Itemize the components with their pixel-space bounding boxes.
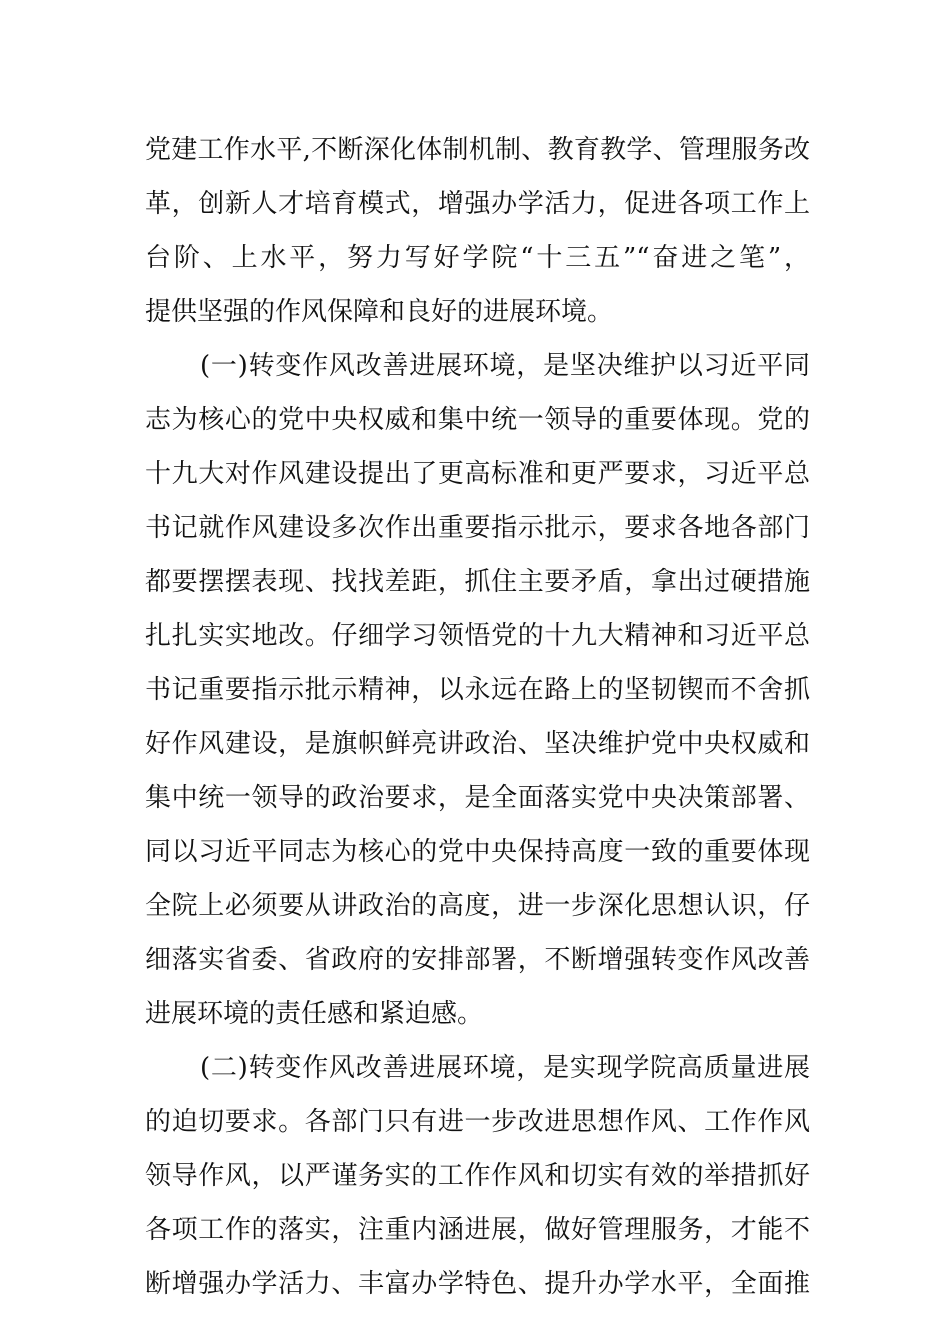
text-line: 的迫切要求。各部门只有进一步改进思想作风、工作作风 bbox=[145, 1107, 810, 1137]
paragraph-heading-2: (二)转变作风改善进展环境，是实现学院高质量进展 bbox=[200, 1053, 810, 1083]
text-line: 扎扎实实地改。仔细学习领悟党的十九大精神和习近平总 bbox=[145, 621, 810, 651]
text-line: 党建工作水平,不断深化体制机制、教育教学、管理服务改 bbox=[145, 135, 810, 165]
text-line: 提供坚强的作风保障和良好的进展环境。 bbox=[145, 297, 614, 327]
text-line: 书记就作风建设多次作出重要指示批示，要求各地各部门 bbox=[145, 513, 810, 543]
body-text bbox=[145, 123, 810, 1311]
text-line: 领导作风，以严谨务实的工作作风和切实有效的举措抓好 bbox=[145, 1161, 810, 1191]
text-line: 细落实省委、省政府的安排部署，不断增强转变作风改善 bbox=[145, 945, 810, 975]
text-line: 志为核心的党中央权威和集中统一领导的重要体现。党的 bbox=[145, 405, 810, 435]
text-line: 同以习近平同志为核心的党中央保持高度一致的重要体现 bbox=[145, 837, 810, 867]
text-line: 集中统一领导的政治要求，是全面落实党中央决策部署、 bbox=[145, 783, 810, 813]
text-line: 十九大对作风建设提出了更高标准和更严要求，习近平总 bbox=[145, 459, 810, 489]
text-line: 全院上必须要从讲政治的高度，进一步深化思想认识，仔 bbox=[145, 891, 810, 921]
text-line: 都要摆摆表现、找找差距，抓住主要矛盾，拿出过硬措施 bbox=[145, 567, 810, 597]
text-line: 书记重要指示批示精神，以永远在路上的坚韧锲而不舍抓 bbox=[145, 675, 810, 705]
text-line: 革，创新人才培育模式，增强办学活力，促进各项工作上 bbox=[145, 189, 810, 219]
text-line: 各项工作的落实，注重内涵进展，做好管理服务，才能不 bbox=[145, 1215, 810, 1245]
text-line: 断增强办学活力、丰富办学特色、提升办学水平，全面推 bbox=[145, 1269, 810, 1299]
text-line: 台阶、上水平，努力写好学院“十三五”“奋进之笔”， bbox=[145, 243, 810, 273]
paragraph-heading-1: (一)转变作风改善进展环境，是坚决维护以习近平同 bbox=[200, 351, 810, 381]
text-line: 进展环境的责任感和紧迫感。 bbox=[145, 999, 484, 1029]
text-line: 好作风建设，是旗帜鲜亮讲政治、坚决维护党中央权威和 bbox=[145, 729, 810, 759]
